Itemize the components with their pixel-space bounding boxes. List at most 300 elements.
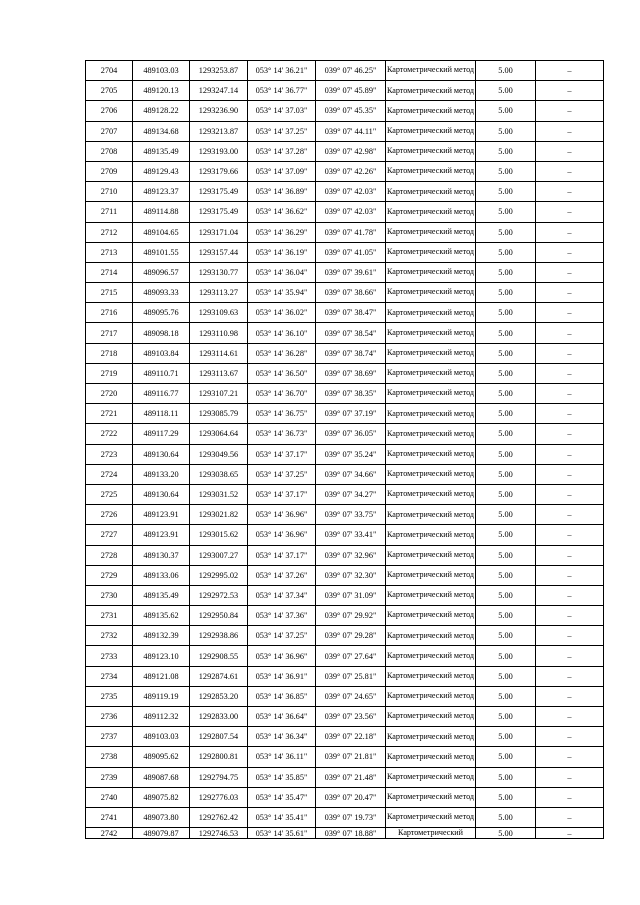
table-row [86, 787, 604, 807]
latitude-cell: 053° 14' 36.50" [248, 363, 316, 383]
method-cell: Картометрический метод [386, 666, 476, 686]
y-coordinate-cell: 1293021.82 [190, 505, 248, 525]
longitude-cell: 039° 07' 29.92" [316, 606, 386, 626]
method-cell: Картометрический метод [386, 101, 476, 121]
x-coordinate-cell: 489098.18 [133, 323, 190, 343]
point-number-cell: 2728 [86, 545, 133, 565]
table-row [86, 807, 604, 827]
latitude-cell: 053° 14' 36.73" [248, 424, 316, 444]
point-number-cell: 2731 [86, 606, 133, 626]
x-coordinate-cell: 489095.62 [133, 747, 190, 767]
notes-cell: – [536, 101, 604, 121]
table-row [86, 202, 604, 222]
longitude-cell: 039° 07' 35.24" [316, 444, 386, 464]
table-row [86, 727, 604, 747]
table-row [86, 626, 604, 646]
notes-cell: – [536, 787, 604, 807]
latitude-cell: 053° 14' 35.47" [248, 787, 316, 807]
table-row [86, 222, 604, 242]
x-coordinate-cell: 489103.03 [133, 61, 190, 81]
latitude-cell: 053° 14' 36.70" [248, 384, 316, 404]
point-number-cell: 2725 [86, 484, 133, 504]
notes-cell: – [536, 807, 604, 827]
longitude-cell: 039° 07' 18.88" [316, 828, 386, 839]
table-row [86, 666, 604, 686]
longitude-cell: 039° 07' 42.03" [316, 182, 386, 202]
y-coordinate-cell: 1293015.62 [190, 525, 248, 545]
method-cell: Картометрический метод [386, 202, 476, 222]
longitude-cell: 039° 07' 38.69" [316, 363, 386, 383]
accuracy-cell: 5.00 [476, 545, 536, 565]
latitude-cell: 053° 14' 36.62" [248, 202, 316, 222]
method-cell: Картометрический метод [386, 222, 476, 242]
accuracy-cell: 5.00 [476, 424, 536, 444]
method-cell: Картометрический метод [386, 686, 476, 706]
longitude-cell: 039° 07' 42.98" [316, 141, 386, 161]
table-row [86, 141, 604, 161]
method-cell: Картометрический метод [386, 262, 476, 282]
notes-cell: – [536, 404, 604, 424]
x-coordinate-cell: 489132.39 [133, 626, 190, 646]
latitude-cell: 053° 14' 37.36" [248, 606, 316, 626]
x-coordinate-cell: 489134.68 [133, 121, 190, 141]
latitude-cell: 053° 14' 37.25" [248, 464, 316, 484]
y-coordinate-cell: 1292950.84 [190, 606, 248, 626]
notes-cell: – [536, 464, 604, 484]
y-coordinate-cell: 1292794.75 [190, 767, 248, 787]
accuracy-cell: 5.00 [476, 283, 536, 303]
method-cell: Картометрический метод [386, 384, 476, 404]
x-coordinate-cell: 489128.22 [133, 101, 190, 121]
latitude-cell: 053° 14' 36.10" [248, 323, 316, 343]
table-row [86, 343, 604, 363]
longitude-cell: 039° 07' 41.78" [316, 222, 386, 242]
notes-cell: – [536, 363, 604, 383]
point-number-cell: 2732 [86, 626, 133, 646]
notes-cell: – [536, 565, 604, 585]
x-coordinate-cell: 489093.33 [133, 283, 190, 303]
longitude-cell: 039° 07' 38.74" [316, 343, 386, 363]
notes-cell: – [536, 384, 604, 404]
accuracy-cell: 5.00 [476, 828, 536, 839]
y-coordinate-cell: 1293213.87 [190, 121, 248, 141]
accuracy-cell: 5.00 [476, 101, 536, 121]
x-coordinate-cell: 489101.55 [133, 242, 190, 262]
point-number-cell: 2742 [86, 828, 133, 839]
point-number-cell: 2720 [86, 384, 133, 404]
notes-cell: – [536, 585, 604, 605]
longitude-cell: 039° 07' 36.05" [316, 424, 386, 444]
method-cell: Картометрический метод [386, 343, 476, 363]
accuracy-cell: 5.00 [476, 81, 536, 101]
notes-cell: – [536, 202, 604, 222]
x-coordinate-cell: 489075.82 [133, 787, 190, 807]
x-coordinate-cell: 489119.19 [133, 686, 190, 706]
accuracy-cell: 5.00 [476, 484, 536, 504]
longitude-cell: 039° 07' 24.65" [316, 686, 386, 706]
method-cell: Картометрический метод [386, 585, 476, 605]
x-coordinate-cell: 489103.84 [133, 343, 190, 363]
x-coordinate-cell: 489117.29 [133, 424, 190, 444]
latitude-cell: 053° 14' 36.02" [248, 303, 316, 323]
y-coordinate-cell: 1293175.49 [190, 182, 248, 202]
accuracy-cell: 5.00 [476, 585, 536, 605]
method-cell: Картометрический метод [386, 807, 476, 827]
latitude-cell: 053° 14' 36.64" [248, 707, 316, 727]
x-coordinate-cell: 489073.80 [133, 807, 190, 827]
latitude-cell: 053° 14' 36.96" [248, 646, 316, 666]
method-cell: Картометрический метод [386, 545, 476, 565]
y-coordinate-cell: 1292807.54 [190, 727, 248, 747]
accuracy-cell: 5.00 [476, 262, 536, 282]
coordinates-table [85, 60, 604, 839]
y-coordinate-cell: 1293175.49 [190, 202, 248, 222]
longitude-cell: 039° 07' 23.56" [316, 707, 386, 727]
table-row [86, 161, 604, 181]
notes-cell: – [536, 484, 604, 504]
accuracy-cell: 5.00 [476, 666, 536, 686]
accuracy-cell: 5.00 [476, 242, 536, 262]
table-row [86, 121, 604, 141]
longitude-cell: 039° 07' 44.11" [316, 121, 386, 141]
longitude-cell: 039° 07' 29.28" [316, 626, 386, 646]
table-row [86, 81, 604, 101]
latitude-cell: 053° 14' 36.34" [248, 727, 316, 747]
y-coordinate-cell: 1293179.66 [190, 161, 248, 181]
x-coordinate-cell: 489096.57 [133, 262, 190, 282]
notes-cell: – [536, 81, 604, 101]
y-coordinate-cell: 1293049.56 [190, 444, 248, 464]
y-coordinate-cell: 1293064.64 [190, 424, 248, 444]
latitude-cell: 053° 14' 37.28" [248, 141, 316, 161]
table-row [86, 262, 604, 282]
x-coordinate-cell: 489112.32 [133, 707, 190, 727]
point-number-cell: 2711 [86, 202, 133, 222]
table-row [86, 61, 604, 81]
table-row [86, 404, 604, 424]
x-coordinate-cell: 489123.37 [133, 182, 190, 202]
method-cell: Картометрический метод [386, 61, 476, 81]
latitude-cell: 053° 14' 36.11" [248, 747, 316, 767]
table-row [86, 242, 604, 262]
table-row [86, 767, 604, 787]
x-coordinate-cell: 489118.11 [133, 404, 190, 424]
table-row [86, 646, 604, 666]
method-cell: Картометрический метод [386, 606, 476, 626]
longitude-cell: 039° 07' 27.64" [316, 646, 386, 666]
notes-cell: – [536, 141, 604, 161]
point-number-cell: 2741 [86, 807, 133, 827]
longitude-cell: 039° 07' 38.35" [316, 384, 386, 404]
method-cell: Картометрический метод [386, 323, 476, 343]
point-number-cell: 2706 [86, 101, 133, 121]
accuracy-cell: 5.00 [476, 444, 536, 464]
notes-cell: – [536, 646, 604, 666]
method-cell: Картометрический метод [386, 303, 476, 323]
latitude-cell: 053° 14' 37.17" [248, 444, 316, 464]
table-row [86, 585, 604, 605]
point-number-cell: 2738 [86, 747, 133, 767]
point-number-cell: 2726 [86, 505, 133, 525]
longitude-cell: 039° 07' 32.96" [316, 545, 386, 565]
longitude-cell: 039° 07' 22.18" [316, 727, 386, 747]
accuracy-cell: 5.00 [476, 161, 536, 181]
y-coordinate-cell: 1292853.20 [190, 686, 248, 706]
notes-cell: – [536, 182, 604, 202]
notes-cell: – [536, 828, 604, 839]
y-coordinate-cell: 1293031.52 [190, 484, 248, 504]
longitude-cell: 039° 07' 20.47" [316, 787, 386, 807]
accuracy-cell: 5.00 [476, 343, 536, 363]
latitude-cell: 053° 14' 35.94" [248, 283, 316, 303]
y-coordinate-cell: 1292972.53 [190, 585, 248, 605]
y-coordinate-cell: 1293236.90 [190, 101, 248, 121]
point-number-cell: 2723 [86, 444, 133, 464]
y-coordinate-cell: 1292874.61 [190, 666, 248, 686]
longitude-cell: 039° 07' 33.41" [316, 525, 386, 545]
accuracy-cell: 5.00 [476, 807, 536, 827]
notes-cell: – [536, 343, 604, 363]
method-cell: Картометрический метод [386, 626, 476, 646]
method-cell: Картометрический метод [386, 747, 476, 767]
point-number-cell: 2729 [86, 565, 133, 585]
y-coordinate-cell: 1293114.61 [190, 343, 248, 363]
y-coordinate-cell: 1292762.42 [190, 807, 248, 827]
point-number-cell: 2724 [86, 464, 133, 484]
latitude-cell: 053° 14' 35.61" [248, 828, 316, 839]
table-row [86, 101, 604, 121]
latitude-cell: 053° 14' 37.25" [248, 121, 316, 141]
y-coordinate-cell: 1292995.02 [190, 565, 248, 585]
notes-cell: – [536, 767, 604, 787]
latitude-cell: 053° 14' 37.34" [248, 585, 316, 605]
method-cell: Картометрический метод [386, 182, 476, 202]
notes-cell: – [536, 283, 604, 303]
x-coordinate-cell: 489103.03 [133, 727, 190, 747]
point-number-cell: 2709 [86, 161, 133, 181]
method-cell: Картометрический метод [386, 707, 476, 727]
longitude-cell: 039° 07' 34.66" [316, 464, 386, 484]
point-number-cell: 2715 [86, 283, 133, 303]
table-row [86, 707, 604, 727]
notes-cell: – [536, 545, 604, 565]
table-row [86, 283, 604, 303]
point-number-cell: 2704 [86, 61, 133, 81]
latitude-cell: 053° 14' 36.96" [248, 505, 316, 525]
y-coordinate-cell: 1292938.86 [190, 626, 248, 646]
x-coordinate-cell: 489079.87 [133, 828, 190, 839]
x-coordinate-cell: 489116.77 [133, 384, 190, 404]
longitude-cell: 039° 07' 42.26" [316, 161, 386, 181]
x-coordinate-cell: 489104.65 [133, 222, 190, 242]
point-number-cell: 2730 [86, 585, 133, 605]
accuracy-cell: 5.00 [476, 141, 536, 161]
notes-cell: – [536, 303, 604, 323]
point-number-cell: 2708 [86, 141, 133, 161]
x-coordinate-cell: 489095.76 [133, 303, 190, 323]
y-coordinate-cell: 1293113.27 [190, 283, 248, 303]
table-row [86, 828, 604, 839]
point-number-cell: 2716 [86, 303, 133, 323]
notes-cell: – [536, 242, 604, 262]
y-coordinate-cell: 1292800.81 [190, 747, 248, 767]
x-coordinate-cell: 489133.06 [133, 565, 190, 585]
accuracy-cell: 5.00 [476, 505, 536, 525]
table-row [86, 747, 604, 767]
x-coordinate-cell: 489110.71 [133, 363, 190, 383]
latitude-cell: 053° 14' 36.89" [248, 182, 316, 202]
y-coordinate-cell: 1293109.63 [190, 303, 248, 323]
y-coordinate-cell: 1293110.98 [190, 323, 248, 343]
accuracy-cell: 5.00 [476, 606, 536, 626]
notes-cell: – [536, 686, 604, 706]
method-cell: Картометрический метод [386, 525, 476, 545]
point-number-cell: 2713 [86, 242, 133, 262]
accuracy-cell: 5.00 [476, 61, 536, 81]
table-row [86, 484, 604, 504]
point-number-cell: 2722 [86, 424, 133, 444]
latitude-cell: 053° 14' 36.96" [248, 525, 316, 545]
latitude-cell: 053° 14' 36.75" [248, 404, 316, 424]
point-number-cell: 2739 [86, 767, 133, 787]
longitude-cell: 039° 07' 45.89" [316, 81, 386, 101]
table-row [86, 545, 604, 565]
x-coordinate-cell: 489121.08 [133, 666, 190, 686]
point-number-cell: 2714 [86, 262, 133, 282]
table-row [86, 182, 604, 202]
method-cell: Картометрический метод [386, 121, 476, 141]
longitude-cell: 039° 07' 32.30" [316, 565, 386, 585]
y-coordinate-cell: 1293157.44 [190, 242, 248, 262]
notes-cell: – [536, 161, 604, 181]
table-row [86, 686, 604, 706]
point-number-cell: 2717 [86, 323, 133, 343]
x-coordinate-cell: 489130.64 [133, 444, 190, 464]
x-coordinate-cell: 489130.64 [133, 484, 190, 504]
accuracy-cell: 5.00 [476, 787, 536, 807]
y-coordinate-cell: 1293130.77 [190, 262, 248, 282]
x-coordinate-cell: 489123.91 [133, 505, 190, 525]
latitude-cell: 053° 14' 36.04" [248, 262, 316, 282]
method-cell: Картометрический метод [386, 444, 476, 464]
x-coordinate-cell: 489123.10 [133, 646, 190, 666]
latitude-cell: 053° 14' 37.17" [248, 545, 316, 565]
notes-cell: – [536, 222, 604, 242]
notes-cell: – [536, 262, 604, 282]
y-coordinate-cell: 1293193.00 [190, 141, 248, 161]
method-cell: Картометрический метод [386, 464, 476, 484]
point-number-cell: 2737 [86, 727, 133, 747]
table-row [86, 505, 604, 525]
latitude-cell: 053° 14' 37.09" [248, 161, 316, 181]
point-number-cell: 2727 [86, 525, 133, 545]
longitude-cell: 039° 07' 31.09" [316, 585, 386, 605]
accuracy-cell: 5.00 [476, 646, 536, 666]
method-cell: Картометрический метод [386, 727, 476, 747]
point-number-cell: 2718 [86, 343, 133, 363]
longitude-cell: 039° 07' 42.03" [316, 202, 386, 222]
longitude-cell: 039° 07' 21.48" [316, 767, 386, 787]
point-number-cell: 2736 [86, 707, 133, 727]
point-number-cell: 2740 [86, 787, 133, 807]
latitude-cell: 053° 14' 36.19" [248, 242, 316, 262]
longitude-cell: 039° 07' 33.75" [316, 505, 386, 525]
y-coordinate-cell: 1293038.65 [190, 464, 248, 484]
y-coordinate-cell: 1292833.00 [190, 707, 248, 727]
table-row [86, 464, 604, 484]
latitude-cell: 053° 14' 36.77" [248, 81, 316, 101]
latitude-cell: 053° 14' 37.26" [248, 565, 316, 585]
table-row [86, 303, 604, 323]
point-number-cell: 2705 [86, 81, 133, 101]
y-coordinate-cell: 1293253.87 [190, 61, 248, 81]
latitude-cell: 053° 14' 37.25" [248, 626, 316, 646]
accuracy-cell: 5.00 [476, 565, 536, 585]
notes-cell: – [536, 444, 604, 464]
x-coordinate-cell: 489114.88 [133, 202, 190, 222]
notes-cell: – [536, 707, 604, 727]
accuracy-cell: 5.00 [476, 182, 536, 202]
method-cell: Картометрический метод [386, 565, 476, 585]
accuracy-cell: 5.00 [476, 464, 536, 484]
table-row [86, 565, 604, 585]
method-cell: Картометрический метод [386, 646, 476, 666]
accuracy-cell: 5.00 [476, 686, 536, 706]
longitude-cell: 039° 07' 38.47" [316, 303, 386, 323]
x-coordinate-cell: 489087.68 [133, 767, 190, 787]
y-coordinate-cell: 1293113.67 [190, 363, 248, 383]
accuracy-cell: 5.00 [476, 384, 536, 404]
notes-cell: – [536, 424, 604, 444]
method-cell: Картометрический метод [386, 767, 476, 787]
table-row [86, 606, 604, 626]
y-coordinate-cell: 1293171.04 [190, 222, 248, 242]
method-cell: Картометрический метод [386, 787, 476, 807]
latitude-cell: 053° 14' 36.91" [248, 666, 316, 686]
x-coordinate-cell: 489135.49 [133, 585, 190, 605]
point-number-cell: 2719 [86, 363, 133, 383]
longitude-cell: 039° 07' 37.19" [316, 404, 386, 424]
notes-cell: – [536, 323, 604, 343]
table-row [86, 323, 604, 343]
accuracy-cell: 5.00 [476, 303, 536, 323]
x-coordinate-cell: 489129.43 [133, 161, 190, 181]
notes-cell: – [536, 666, 604, 686]
table-row [86, 444, 604, 464]
accuracy-cell: 5.00 [476, 767, 536, 787]
latitude-cell: 053° 14' 37.03" [248, 101, 316, 121]
accuracy-cell: 5.00 [476, 222, 536, 242]
latitude-cell: 053° 14' 35.85" [248, 767, 316, 787]
point-number-cell: 2712 [86, 222, 133, 242]
accuracy-cell: 5.00 [476, 707, 536, 727]
notes-cell: – [536, 626, 604, 646]
point-number-cell: 2735 [86, 686, 133, 706]
latitude-cell: 053° 14' 37.17" [248, 484, 316, 504]
longitude-cell: 039° 07' 38.66" [316, 283, 386, 303]
y-coordinate-cell: 1292776.03 [190, 787, 248, 807]
notes-cell: – [536, 525, 604, 545]
method-cell: Картометрический метод [386, 81, 476, 101]
method-cell: Картометрический [386, 828, 476, 839]
notes-cell: – [536, 121, 604, 141]
method-cell: Картометрический метод [386, 141, 476, 161]
x-coordinate-cell: 489123.91 [133, 525, 190, 545]
latitude-cell: 053° 14' 35.41" [248, 807, 316, 827]
y-coordinate-cell: 1293007.27 [190, 545, 248, 565]
accuracy-cell: 5.00 [476, 363, 536, 383]
longitude-cell: 039° 07' 21.81" [316, 747, 386, 767]
